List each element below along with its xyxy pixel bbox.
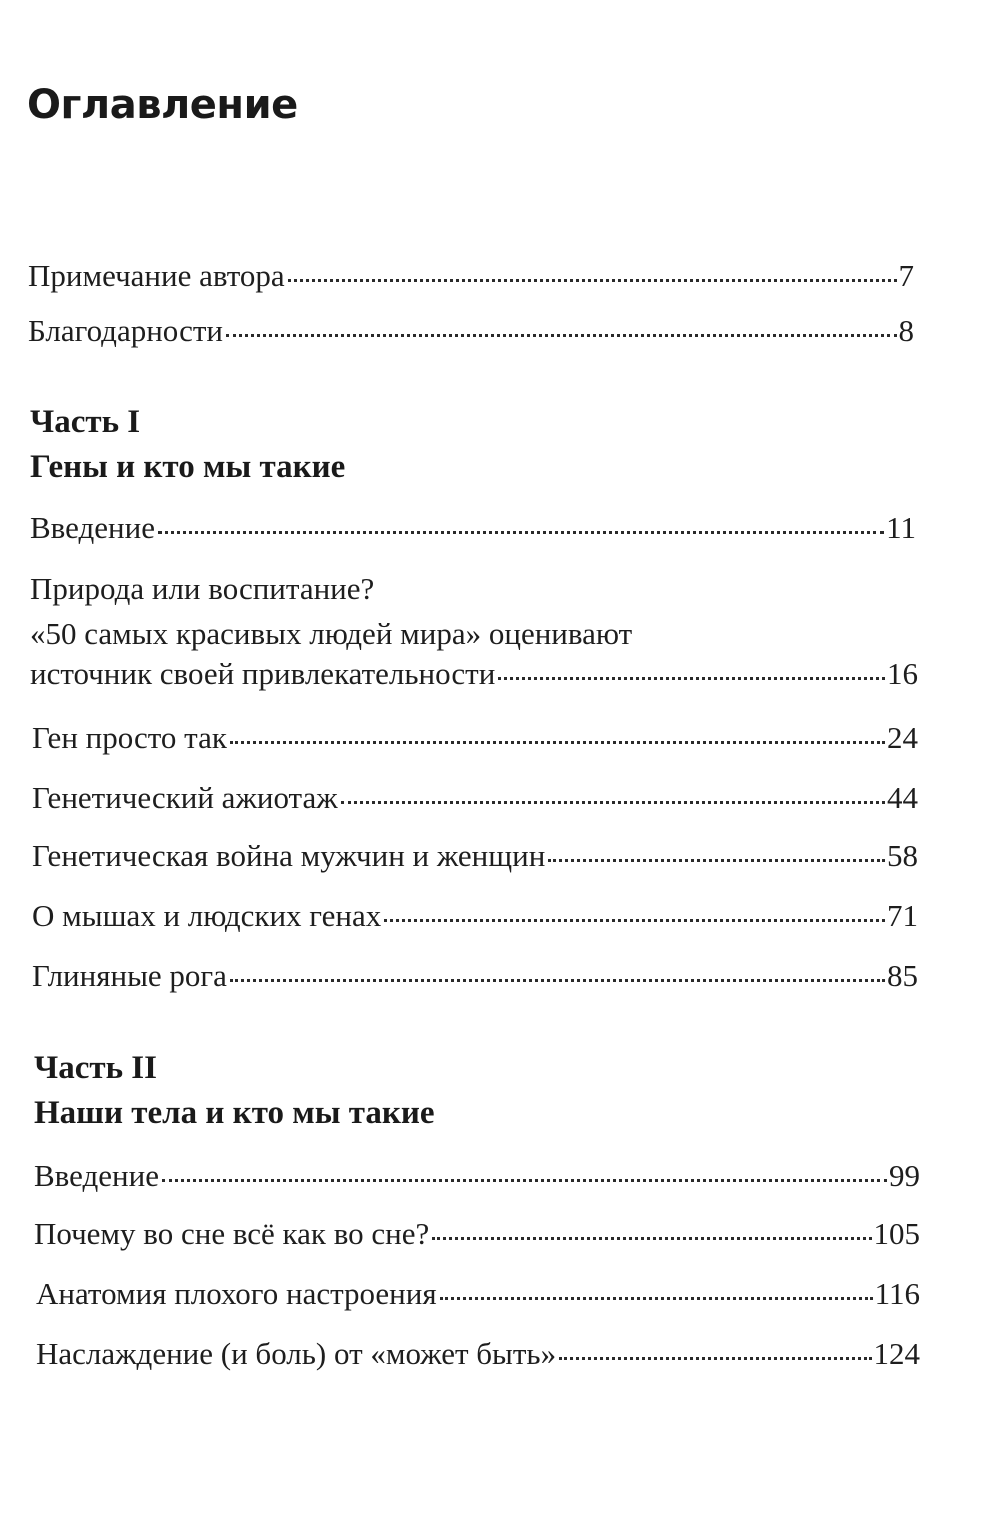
toc-entry-label: Ген просто так <box>32 720 227 755</box>
part-title: Наши тела и кто мы такие <box>34 1095 435 1131</box>
toc-entry-label: Благодарности <box>28 313 223 348</box>
toc-entry-page: 116 <box>874 1276 920 1311</box>
toc-entry-page: 16 <box>887 656 918 691</box>
toc-entry-label: Примечание автора <box>28 258 285 293</box>
toc-entry-label: Генетический ажиотаж <box>32 780 338 815</box>
toc-entry-multiline <box>30 566 918 692</box>
toc-entry <box>30 656 918 692</box>
page-title: Оглавление <box>27 82 298 128</box>
toc-entry-label-line: Природа или воспитание? <box>30 571 375 606</box>
toc-entry-label: источник своей привлекательности <box>30 656 496 691</box>
toc-entry <box>30 510 916 546</box>
toc-entry <box>32 780 918 816</box>
part-number: Часть II <box>34 1050 157 1086</box>
dot-leader <box>341 801 885 804</box>
toc-entry-page: 44 <box>887 780 918 815</box>
dot-leader <box>432 1237 871 1240</box>
dot-leader <box>440 1297 873 1300</box>
part-heading <box>30 400 345 490</box>
dot-leader <box>559 1357 871 1360</box>
toc-entry-label: Генетическая война мужчин и женщин <box>32 838 546 873</box>
dot-leader <box>226 334 897 337</box>
toc-entry-label: Наслаждение (и боль) от «может быть» <box>36 1336 557 1371</box>
toc-entry-label-line: «50 самых красивых людей мира» оценивают <box>30 616 633 651</box>
toc-entry-page: 58 <box>887 838 918 873</box>
dot-leader <box>230 741 885 744</box>
toc-entry-page: 8 <box>898 313 914 348</box>
toc-entry <box>36 1276 920 1312</box>
toc-entry-page: 105 <box>873 1216 920 1251</box>
part-title: Гены и кто мы такие <box>30 449 346 485</box>
toc-entry-label: О мышах и людских генах <box>32 898 382 933</box>
toc-entry-page: 85 <box>887 958 918 993</box>
toc-entry <box>34 1158 920 1194</box>
dot-leader <box>288 279 897 282</box>
dot-leader <box>158 531 884 534</box>
toc-entry <box>32 720 918 756</box>
part-heading <box>34 1046 435 1136</box>
toc-entry-page: 11 <box>886 510 916 545</box>
toc-entry <box>32 838 918 874</box>
dot-leader <box>548 859 885 862</box>
toc-entry <box>34 1216 920 1252</box>
toc-entry-page: 7 <box>898 258 914 293</box>
toc-entry-label: Почему во сне всё как во сне? <box>34 1216 430 1251</box>
dot-leader <box>230 979 885 982</box>
toc-entry <box>36 1336 920 1372</box>
toc-entry-page: 124 <box>873 1336 920 1371</box>
toc-entry-label: Введение <box>34 1158 159 1193</box>
toc-entry <box>32 898 918 934</box>
dot-leader <box>162 1179 887 1182</box>
toc-entry-page: 71 <box>887 898 918 933</box>
dot-leader <box>498 677 885 680</box>
toc-entry <box>32 958 918 994</box>
toc-entry-label: Введение <box>30 510 155 545</box>
toc-entry <box>28 313 914 349</box>
toc-entry-page: 24 <box>887 720 918 755</box>
toc-entry-page: 99 <box>889 1158 920 1193</box>
toc-entry <box>28 258 914 294</box>
part-number: Часть I <box>30 404 141 440</box>
dot-leader <box>384 919 885 922</box>
toc-entry-label: Глиняные рога <box>32 958 227 993</box>
toc-entry-label: Анатомия плохого настроения <box>36 1276 437 1311</box>
